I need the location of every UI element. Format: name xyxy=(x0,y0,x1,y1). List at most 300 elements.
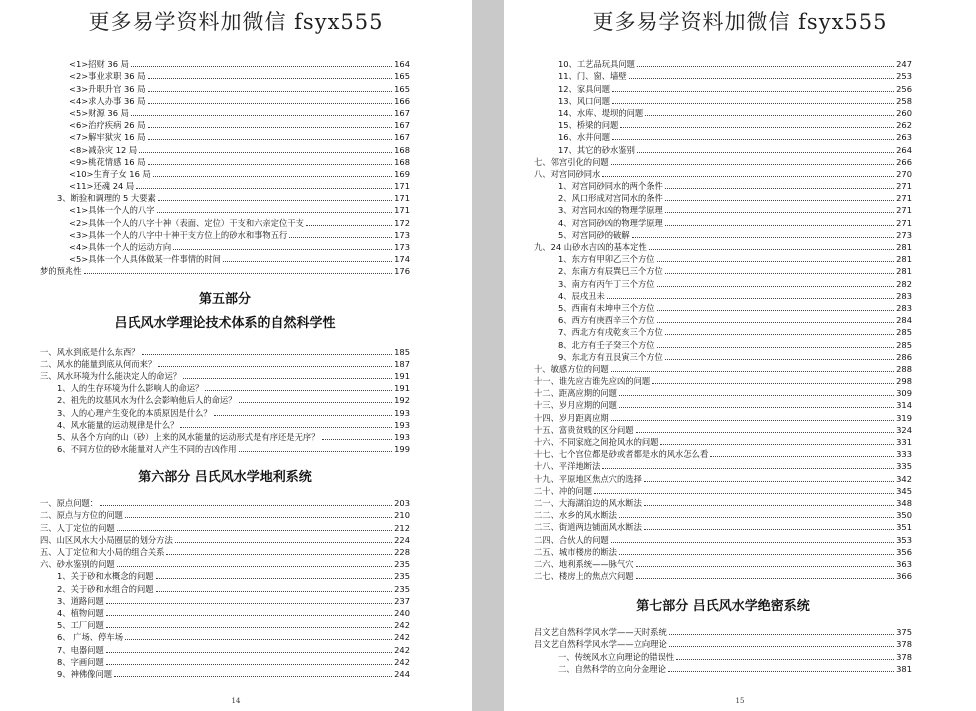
toc-entry-page: 333 xyxy=(896,449,912,460)
toc-entry-page: 185 xyxy=(394,346,410,357)
toc-entry-title: 15、桥梁的问题 xyxy=(558,120,619,131)
toc-entry xyxy=(40,382,410,394)
toc-entry xyxy=(40,253,410,265)
toc-dot-leader xyxy=(114,676,392,677)
toc-entry xyxy=(40,370,410,382)
toc-entry xyxy=(40,656,410,668)
toc-entry-title: 梦的预兆性 xyxy=(40,266,82,277)
toc-entry-title: 吕文艺自然科学风水学——天时系统 xyxy=(534,627,667,638)
toc-entry-title: 十三、岁月应期的问题 xyxy=(534,400,617,411)
toc-entry-title: 4、对宫同砂凶的物理学原理 xyxy=(558,217,663,228)
toc-entry-title: 十、敏感方位的问题 xyxy=(534,363,609,374)
toc-entry-title: 九、24 山砂水吉凶的基本定性 xyxy=(534,242,647,252)
toc-entry-title: 3、道路问题 xyxy=(57,595,104,606)
toc-entry-title: 2、祖先的坟墓风水为什么会影响他后人的命运？ xyxy=(57,395,237,406)
toc-entry-page: 324 xyxy=(896,424,912,435)
toc-entry xyxy=(534,229,912,241)
toc-dot-leader xyxy=(148,139,393,140)
toc-entry xyxy=(40,509,410,521)
toc-entry-page: 309 xyxy=(896,388,912,399)
toc-entry-page: 271 xyxy=(896,217,912,228)
toc-dot-leader xyxy=(611,164,894,165)
toc-entry-page: 253 xyxy=(896,71,912,82)
toc-dot-leader xyxy=(136,188,392,189)
toc-entry-title: 2、东南方有辰巽巳三个方位 xyxy=(558,266,663,277)
toc-dot-leader xyxy=(657,310,895,311)
toc-entry-page: 266 xyxy=(896,156,912,167)
toc-dot-leader xyxy=(158,200,392,201)
toc-entry xyxy=(534,497,912,509)
toc-entry-title: <10>生育子女 16 局 xyxy=(69,168,151,179)
toc-entry xyxy=(534,411,912,423)
toc-entry-page: 212 xyxy=(394,522,410,533)
toc-dot-leader xyxy=(629,78,895,79)
toc-entry xyxy=(534,119,912,131)
toc-entry-title: <5>具体一个人具体做某一件事情的时间 xyxy=(69,254,221,265)
toc-entry-title: 十一、谁先应吉谁先应凶的问题 xyxy=(534,376,651,387)
toc-entry-title: 3、对宫同水凶的物理学原理 xyxy=(558,205,663,216)
toc-dot-leader xyxy=(649,249,894,250)
toc-entry-page: 363 xyxy=(896,558,912,569)
toc-entry-page: 353 xyxy=(896,534,912,545)
toc-entry xyxy=(534,460,912,472)
toc-dot-leader xyxy=(676,659,894,660)
toc-dot-leader xyxy=(148,103,393,104)
toc-entry xyxy=(534,570,912,582)
toc-entry xyxy=(534,546,912,558)
toc-entry xyxy=(534,192,912,204)
toc-group-right-a xyxy=(534,58,912,582)
toc-entry xyxy=(40,643,410,655)
toc-entry-page: 258 xyxy=(896,95,912,106)
toc-entry xyxy=(40,119,410,131)
toc-dot-leader xyxy=(148,91,393,92)
toc-entry-page: 281 xyxy=(896,254,912,265)
toc-dot-leader xyxy=(669,634,894,635)
toc-dot-leader xyxy=(665,200,894,201)
toc-entry xyxy=(534,216,912,228)
toc-entry-title: 八、对宫同砂同水 xyxy=(534,168,601,179)
right-page xyxy=(504,0,976,711)
toc-entry-page: 193 xyxy=(394,419,410,430)
toc-dot-leader xyxy=(665,212,894,213)
toc-entry-page: 247 xyxy=(896,59,912,70)
toc-entry-title: 3、断验和调理的 5 大要素 xyxy=(57,193,156,204)
toc-group-left-c xyxy=(40,497,410,680)
toc-entry-title: 吕文艺自然科学风水学——立向理论 xyxy=(534,639,667,650)
toc-dot-leader xyxy=(636,432,895,433)
toc-dot-leader xyxy=(183,378,392,379)
toc-dot-leader xyxy=(148,127,393,128)
toc-entry-title: <4>具体一个人的运动方向 xyxy=(69,242,172,252)
toc-entry-page: 281 xyxy=(896,266,912,277)
watermark-left: 更多易学资料加微信 fsyx555 xyxy=(88,10,384,34)
toc-entry-title: 一、风水到底是什么东西？ xyxy=(40,346,140,357)
toc-entry xyxy=(534,302,912,314)
toc-entry-page: 174 xyxy=(394,254,410,265)
toc-entry-title: 7、西北方有戌乾亥三个方位 xyxy=(558,327,663,338)
toc-entry-title: 十五、富贵贫贱的区分问题 xyxy=(534,424,634,435)
toc-entry xyxy=(40,192,410,204)
toc-entry-page: 356 xyxy=(896,546,912,557)
toc-dot-leader xyxy=(214,415,393,416)
toc-entry-page: 262 xyxy=(896,120,912,131)
toc-entry-title: 2、风口形成对宫同水的条件 xyxy=(558,193,663,204)
toc-dot-leader xyxy=(660,444,894,445)
toc-entry xyxy=(40,419,410,431)
toc-entry xyxy=(534,277,912,289)
toc-dot-leader xyxy=(645,115,894,116)
toc-entry-page: 203 xyxy=(394,498,410,509)
toc-entry xyxy=(40,497,410,509)
toc-dot-leader xyxy=(636,578,895,579)
toc-entry xyxy=(40,358,410,370)
toc-dot-leader xyxy=(611,371,894,372)
page-number-right: 15 xyxy=(735,697,745,705)
toc-entry xyxy=(534,533,912,545)
toc-entry-title: 5、工厂问题 xyxy=(57,620,104,631)
toc-entry-page: 242 xyxy=(394,656,410,667)
toc-entry-page: 173 xyxy=(394,229,410,240)
toc-entry xyxy=(534,180,912,192)
toc-entry xyxy=(40,82,410,94)
toc-dot-leader xyxy=(665,188,894,189)
toc-entry-page: 284 xyxy=(896,315,912,326)
toc-entry-page: 193 xyxy=(394,407,410,418)
toc-dot-leader xyxy=(665,334,894,335)
toc-entry xyxy=(40,168,410,180)
toc-entry-title: 1、关于砂和水概念的问题 xyxy=(57,571,154,582)
toc-dot-leader xyxy=(637,66,894,67)
toc-entry-title: 5、西南有未坤申三个方位 xyxy=(558,302,655,313)
toc-dot-leader xyxy=(106,627,392,628)
toc-dot-leader xyxy=(157,212,393,213)
toc-entry-page: 228 xyxy=(394,547,410,557)
part-five-title: 第五部分 xyxy=(198,292,251,308)
toc-entry-page: 192 xyxy=(394,395,410,406)
toc-dot-leader xyxy=(125,639,392,640)
toc-entry-title: 9、东北方有丑艮寅三个方位 xyxy=(558,351,663,362)
toc-entry xyxy=(534,131,912,143)
toc-entry-page: 235 xyxy=(394,583,410,594)
toc-entry-page: 378 xyxy=(896,639,912,650)
toc-entry-title: 二六、地利系统——脉气穴 xyxy=(534,558,634,569)
toc-entry xyxy=(534,472,912,484)
toc-entry-page: 168 xyxy=(394,144,410,155)
toc-dot-leader xyxy=(139,152,392,153)
toc-entry xyxy=(40,265,410,277)
toc-entry xyxy=(40,216,410,228)
toc-entry-page: 167 xyxy=(394,107,410,118)
toc-entry xyxy=(40,143,410,155)
toc-entry-page: 244 xyxy=(394,668,410,679)
toc-entry xyxy=(40,394,410,406)
toc-entry-page: 348 xyxy=(896,497,912,508)
watermark-right: 更多易学资料加微信 fsyx555 xyxy=(592,10,888,34)
toc-entry-title: 6、 广场、停车场 xyxy=(57,632,123,643)
toc-entry-page: 235 xyxy=(394,559,410,570)
toc-entry xyxy=(534,638,912,650)
toc-entry xyxy=(40,95,410,107)
toc-entry-page: 173 xyxy=(394,242,410,252)
toc-entry xyxy=(40,229,410,241)
toc-entry xyxy=(534,143,912,155)
toc-dot-leader xyxy=(180,427,392,428)
toc-entry xyxy=(40,558,410,570)
toc-dot-leader xyxy=(657,347,895,348)
toc-entry-page: 319 xyxy=(896,412,912,423)
toc-entry xyxy=(534,204,912,216)
toc-entry-title: 十七、七个宫位都是砂或者都是水的风水怎么看 xyxy=(534,449,709,460)
toc-entry xyxy=(534,314,912,326)
toc-entry-page: 176 xyxy=(394,266,410,277)
toc-entry-title: <4>求人办事 36 局 xyxy=(69,95,146,106)
left-page xyxy=(0,0,472,711)
toc-entry-title: 3、南方有丙午丁三个方位 xyxy=(558,278,655,289)
toc-dot-leader xyxy=(239,402,393,403)
toc-dot-leader xyxy=(611,420,894,421)
toc-dot-leader xyxy=(636,566,895,567)
toc-entry-page: 242 xyxy=(394,620,410,631)
toc-entry-page: 285 xyxy=(896,339,912,350)
toc-dot-leader xyxy=(166,554,392,555)
toc-entry xyxy=(534,424,912,436)
toc-entry xyxy=(40,570,410,582)
toc-entry-page: 283 xyxy=(896,302,912,313)
toc-entry-page: 168 xyxy=(394,156,410,167)
toc-entry-title: 13、风口问题 xyxy=(558,95,611,106)
toc-entry-page: 314 xyxy=(896,400,912,411)
toc-entry-title: <6>治疗疾病 26 局 xyxy=(69,120,146,131)
toc-entry-title: 4、植物问题 xyxy=(57,607,104,618)
toc-entry-page: 351 xyxy=(896,522,912,533)
toc-dot-leader xyxy=(612,139,894,140)
toc-dot-leader xyxy=(644,505,894,506)
toc-entry xyxy=(40,607,410,619)
toc-entry xyxy=(534,399,912,411)
toc-dot-leader xyxy=(205,390,392,391)
toc-entry-page: 224 xyxy=(394,534,410,545)
toc-dot-leader xyxy=(148,78,393,79)
toc-entry xyxy=(534,558,912,570)
toc-entry xyxy=(534,351,912,363)
toc-entry xyxy=(534,509,912,521)
toc-entry-page: 171 xyxy=(394,205,410,216)
toc-entry xyxy=(534,70,912,82)
toc-entry-page: 270 xyxy=(896,168,912,179)
toc-entry-page: 167 xyxy=(394,120,410,131)
toc-dot-leader xyxy=(632,237,895,238)
toc-entry-title: 二七、楼房上的焦点穴问题 xyxy=(534,571,634,582)
toc-entry-page: 366 xyxy=(896,571,912,582)
toc-entry xyxy=(40,631,410,643)
toc-entry xyxy=(40,668,410,680)
toc-entry xyxy=(534,521,912,533)
toc-dot-leader xyxy=(117,530,392,531)
toc-dot-leader xyxy=(612,103,894,104)
toc-entry xyxy=(40,619,410,631)
toc-entry-title: <5>财源 36 局 xyxy=(69,107,129,118)
toc-entry-title: 六、砂水鉴别的问题 xyxy=(40,559,115,570)
toc-entry-title: 1、东方有甲卯乙三个方位 xyxy=(558,254,655,265)
toc-entry-title: 七、邻宫引化的问题 xyxy=(534,156,609,167)
part-six-title: 第六部分 吕氏风水学地利系统 xyxy=(138,470,312,486)
toc-entry-title: 11、门、窗、墙壁 xyxy=(558,71,627,82)
page-number-left: 14 xyxy=(231,697,241,705)
toc-entry xyxy=(40,443,410,455)
toc-dot-leader xyxy=(156,578,393,579)
toc-entry-title: 十二、距离应期的问题 xyxy=(534,388,617,399)
toc-entry-page: 242 xyxy=(394,644,410,655)
toc-entry-title: 一、原点问题： xyxy=(40,498,99,509)
part-seven-title: 第七部分 吕氏风水学绝密系统 xyxy=(636,599,810,615)
toc-entry xyxy=(534,156,912,168)
toc-entry-page: 264 xyxy=(896,144,912,155)
toc-entry-title: 14、水库、堤坝的问题 xyxy=(558,107,644,118)
toc-entry xyxy=(40,180,410,192)
toc-entry-title: 十四、岁月距离应期 xyxy=(534,412,609,423)
toc-entry-title: 4、风水能量的运动规律是什么？ xyxy=(57,419,179,430)
toc-dot-leader xyxy=(142,354,393,355)
toc-entry-page: 193 xyxy=(394,431,410,442)
toc-entry-title: 5、从各个方向的山（砂）上来的风水能量的运动形式是有序还是无序？ xyxy=(57,431,320,442)
toc-entry-title: <3>升职升官 36 局 xyxy=(69,83,146,94)
toc-entry-title: 1、对宫同砂同水的两个条件 xyxy=(558,181,663,192)
toc-entry xyxy=(534,290,912,302)
toc-group-left-b xyxy=(40,345,410,455)
toc-entry-page: 172 xyxy=(394,217,410,228)
toc-entry-page: 167 xyxy=(394,132,410,143)
toc-dot-leader xyxy=(173,249,392,250)
toc-entry-title: 10、工艺品玩具问题 xyxy=(558,59,635,70)
toc-entry-title: 二、风水的能量到底从何而来？ xyxy=(40,358,157,369)
toc-entry-page: 271 xyxy=(896,205,912,216)
toc-entry-page: 235 xyxy=(394,571,410,582)
toc-entry-title: 12、家具问题 xyxy=(558,83,611,94)
toc-entry xyxy=(40,156,410,168)
toc-dot-leader xyxy=(619,554,894,555)
toc-entry-page: 191 xyxy=(394,370,410,381)
toc-dot-leader xyxy=(619,407,894,408)
toc-entry-title: 3、人的心理产生变化的本质原因是什么？ xyxy=(57,407,212,418)
toc-entry-page: 210 xyxy=(394,510,410,521)
toc-dot-leader xyxy=(117,566,392,567)
toc-entry-page: 164 xyxy=(394,59,410,70)
toc-entry-page: 375 xyxy=(896,627,912,638)
toc-dot-leader xyxy=(148,164,393,165)
toc-entry xyxy=(40,431,410,443)
toc-entry-page: 191 xyxy=(394,383,410,394)
toc-dot-leader xyxy=(612,91,894,92)
toc-entry-title: <2>事业求职 36 局 xyxy=(69,71,146,82)
toc-dot-leader xyxy=(665,359,894,360)
toc-entry-page: 237 xyxy=(394,595,410,606)
toc-entry-page: 240 xyxy=(394,607,410,618)
toc-entry xyxy=(534,95,912,107)
toc-dot-leader xyxy=(644,529,894,530)
toc-entry-page: 381 xyxy=(896,663,912,674)
toc-dot-leader xyxy=(153,176,392,177)
toc-entry xyxy=(534,650,912,662)
toc-entry-page: 335 xyxy=(896,461,912,472)
toc-dot-leader xyxy=(611,542,894,543)
toc-entry-title: 2、关于砂和水组合的问题 xyxy=(57,583,154,594)
toc-entry-page: 342 xyxy=(896,473,912,484)
toc-entry xyxy=(40,521,410,533)
toc-left xyxy=(40,58,410,680)
toc-entry-page: 288 xyxy=(896,363,912,374)
toc-entry-title: <1>具体一个人的八字 xyxy=(69,205,155,216)
toc-entry-page: 331 xyxy=(896,437,912,447)
toc-entry-title: 8、字画问题 xyxy=(57,656,104,667)
toc-dot-leader xyxy=(106,652,392,653)
toc-entry xyxy=(534,82,912,94)
toc-entry-page: 166 xyxy=(394,95,410,106)
toc-entry-title: 二、原点与方位的问题 xyxy=(40,510,123,521)
toc-entry-page: 242 xyxy=(394,632,410,643)
toc-entry-title: <3>具体一个人的八字中十神干支方位上的砂水和事物五行 xyxy=(69,229,288,240)
toc-dot-leader xyxy=(652,383,894,384)
toc-entry-title: 6、不同方位的砂水能量对人产生不同的吉凶作用 xyxy=(57,444,237,455)
toc-entry-page: 165 xyxy=(394,71,410,82)
toc-entry-page: 171 xyxy=(394,193,410,204)
toc-entry-page: 378 xyxy=(896,651,912,662)
toc-dot-leader xyxy=(607,298,894,299)
toc-entry-page: 345 xyxy=(896,485,912,496)
toc-dot-leader xyxy=(637,152,894,153)
toc-dot-leader xyxy=(657,261,895,262)
toc-entry-title: 7、电器问题 xyxy=(57,644,104,655)
toc-entry xyxy=(534,265,912,277)
toc-entry-page: 165 xyxy=(394,83,410,94)
toc-entry-title: 8、北方有壬子癸三个方位 xyxy=(558,339,655,350)
toc-right xyxy=(534,58,912,675)
toc-dot-leader xyxy=(223,261,392,262)
toc-dot-leader xyxy=(106,603,392,604)
toc-entry-title: 四、山区风水大小局圈层的划分方法 xyxy=(40,534,173,545)
toc-entry xyxy=(40,345,410,357)
toc-dot-leader xyxy=(619,517,894,518)
toc-dot-leader xyxy=(669,646,894,647)
toc-entry-title: 二二、水乡的风水断法 xyxy=(534,510,617,521)
toc-entry-title: 三、人丁定位的问题 xyxy=(40,522,115,533)
toc-entry-page: 283 xyxy=(896,290,912,301)
toc-entry xyxy=(40,406,410,418)
toc-entry-title: <2>具体一个人的八字十神（表面、定位）干支和六亲定位干支 xyxy=(69,217,304,228)
toc-dot-leader xyxy=(594,493,894,494)
toc-dot-leader xyxy=(657,286,895,287)
toc-dot-leader xyxy=(602,176,894,177)
toc-entry-page: 199 xyxy=(394,444,410,455)
toc-entry-title: 1、人的生存环境为什么影响人的命运？ xyxy=(57,383,204,394)
toc-entry-page: 271 xyxy=(896,181,912,192)
toc-entry-title: 二一、大海湖泊边的风水断法 xyxy=(534,497,642,508)
toc-entry-page: 271 xyxy=(896,193,912,204)
toc-entry xyxy=(40,204,410,216)
toc-entry xyxy=(534,338,912,350)
toc-dot-leader xyxy=(239,451,393,452)
toc-entry-page: 285 xyxy=(896,327,912,338)
toc-dot-leader xyxy=(306,225,392,226)
toc-entry-title: <7>解牢狱灾 16 局 xyxy=(69,132,146,143)
toc-dot-leader xyxy=(289,237,392,238)
toc-entry xyxy=(534,663,912,675)
toc-dot-leader xyxy=(620,127,894,128)
toc-entry-title: 五、人丁定位和大小局的组合关系 xyxy=(40,547,165,557)
toc-entry-title: 二四、合伙人的问题 xyxy=(534,534,609,545)
toc-entry-title: 9、神佛像问题 xyxy=(57,668,113,679)
toc-dot-leader xyxy=(665,273,894,274)
